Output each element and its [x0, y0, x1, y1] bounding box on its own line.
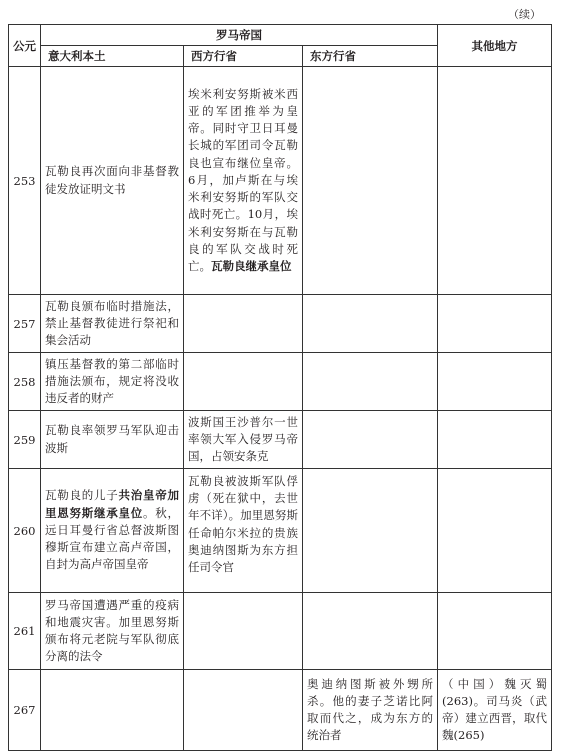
header-other: 其他地方	[438, 25, 552, 67]
table-row	[9, 67, 552, 295]
header-east: 东方行省	[303, 46, 438, 67]
italy-cell: 瓦勒良率领罗马军队迎击波斯	[41, 411, 184, 469]
chronology-table	[8, 24, 552, 751]
other-cell: （中国）魏灭蜀(263)。司马炎（武帝）建立西晋，取代魏(265)	[438, 670, 552, 751]
east-cell: 奥迪纳图斯被外甥所杀。他的妻子芝诺比阿取而代之，成为东方的统治者	[303, 670, 438, 751]
year-cell: 257	[9, 295, 41, 353]
italy-cell: 镇压基督教的第二部临时措施法颁布，规定将没收违反者的财产	[41, 353, 184, 411]
other-cell	[438, 353, 552, 411]
italy-text: 瓦勒良的儿子	[45, 488, 119, 503]
table-row	[9, 670, 552, 751]
east-cell	[303, 411, 438, 469]
table-row	[9, 593, 552, 670]
year-cell: 260	[9, 469, 41, 593]
west-emphasis: 瓦勒良继承皇位	[211, 258, 292, 273]
continued-label: （续）	[508, 8, 541, 21]
other-cell	[438, 593, 552, 670]
west-cell	[184, 593, 303, 670]
header-roman-empire: 罗马帝国	[41, 25, 438, 46]
west-cell: 波斯国王沙普尔一世率领大军入侵罗马帝国，占领安条克	[184, 411, 303, 469]
west-cell	[184, 295, 303, 353]
italy-cell: 瓦勒良颁布临时措施法，禁止基督教徒进行祭祀和集会活动	[41, 295, 184, 353]
italy-cell	[41, 469, 184, 593]
header-italy: 意大利本土	[41, 46, 184, 67]
year-cell: 261	[9, 593, 41, 670]
italy-cell	[41, 670, 184, 751]
year-cell: 258	[9, 353, 41, 411]
other-cell	[438, 469, 552, 593]
east-cell	[303, 67, 438, 295]
header-year: 公元	[9, 25, 41, 67]
west-text: 埃米利安努斯被米西亚的军团推举为皇帝。同时守卫日耳曼长城的军团司令瓦勒良也宣布继位皇帝。6月，加卢斯在与埃米利安努斯的军队交战时死亡。10月，埃米利安努斯在与瓦勒良的军队交战时死亡。	[188, 86, 298, 273]
east-cell	[303, 593, 438, 670]
table-row	[9, 411, 552, 469]
table-row	[9, 353, 552, 411]
west-cell	[184, 353, 303, 411]
other-cell	[438, 411, 552, 469]
east-cell	[303, 469, 438, 593]
italy-cell: 罗马帝国遭遇严重的疫病和地震灾害。加里恩努斯颁布将元老院与军队彻底分离的法令	[41, 593, 184, 670]
italy-emphasis: 共治皇帝加里恩努斯继承皇位	[45, 488, 179, 520]
other-cell	[438, 67, 552, 295]
header-row-1	[9, 25, 552, 46]
year-cell: 253	[9, 67, 41, 295]
italy-cell: 瓦勒良再次面向非基督教徒发放证明文书	[41, 67, 184, 295]
other-cell	[438, 295, 552, 353]
year-cell: 259	[9, 411, 41, 469]
italy-text: 。秋，远日耳曼行省总督波斯图穆斯宣布建立高卢帝国，自封为高卢帝国皇帝	[45, 505, 179, 572]
table-row	[9, 469, 552, 593]
west-cell	[184, 67, 303, 295]
west-cell	[184, 670, 303, 751]
west-cell: 瓦勒良被波斯军队俘虏（死在狱中，去世年不详）。加里恩努斯任命帕尔米拉的贵族奥迪纳图斯为东方担任司令官	[184, 469, 303, 593]
header-west: 西方行省	[184, 46, 303, 67]
table-row	[9, 295, 552, 353]
east-cell	[303, 353, 438, 411]
year-cell: 267	[9, 670, 41, 751]
east-cell	[303, 295, 438, 353]
